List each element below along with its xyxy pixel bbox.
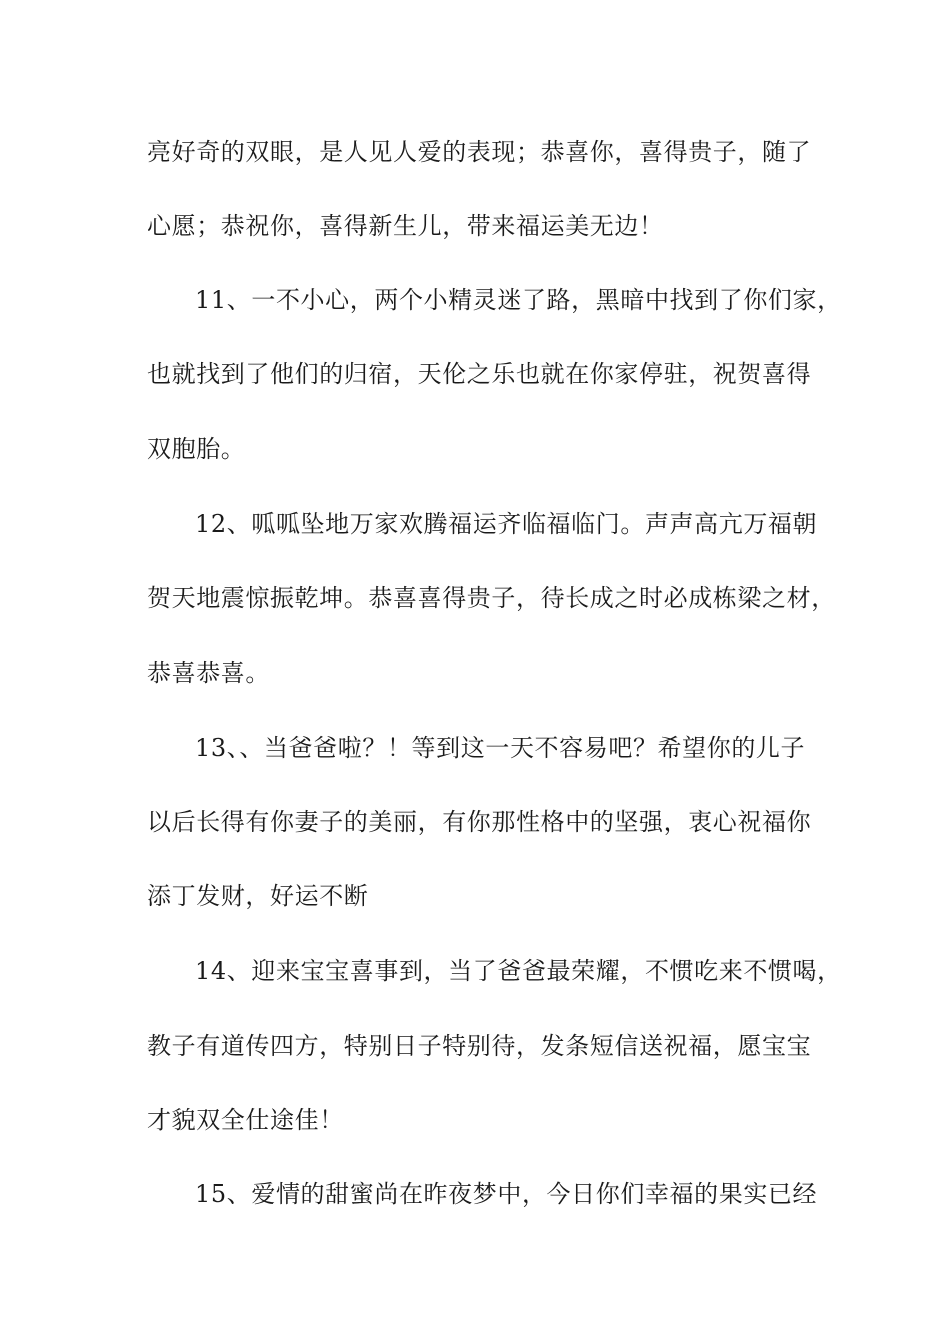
text-line: 也就找到了他们的归宿，天伦之乐也就在你家停驻，祝贺喜得 [147, 360, 812, 388]
text-line: 添丁发财，好运不断 [147, 882, 369, 910]
text-line: 亮好奇的双眼，是人见人爱的表现；恭喜你，喜得贵子，随了 [147, 138, 812, 166]
paragraph-first-line: 11、一不小心，两个小精灵迷了路，黑暗中找到了你们家， [195, 286, 842, 314]
text-line: 贺天地震惊振乾坤。恭喜喜得贵子，待长成之时必成栋梁之材， [147, 584, 836, 612]
paragraph-first-line: 14、迎来宝宝喜事到，当了爸爸最荣耀，不惯吃来不惯喝， [195, 957, 842, 985]
text-line: 恭喜恭喜。 [147, 659, 270, 687]
text-line: 双胞胎。 [147, 435, 246, 463]
paragraph-first-line: 15、爱情的甜蜜尚在昨夜梦中，今日你们幸福的果实已经 [195, 1180, 818, 1208]
paragraph-first-line: 12、呱呱坠地万家欢腾福运齐临福临门。声声高亢万福朝 [195, 510, 818, 538]
text-line: 心愿；恭祝你，喜得新生儿，带来福运美无边！ [147, 212, 664, 240]
paragraph-first-line: 13、、当爸爸啦？！等到这一天不容易吧？希望你的儿子 [195, 734, 806, 762]
text-line: 以后长得有你妻子的美丽，有你那性格中的坚强，衷心祝福你 [147, 808, 812, 836]
text-line: 教子有道传四方，特别日子特别待，发条短信送祝福，愿宝宝 [147, 1032, 812, 1060]
text-line: 才貌双全仕途佳！ [147, 1106, 344, 1134]
